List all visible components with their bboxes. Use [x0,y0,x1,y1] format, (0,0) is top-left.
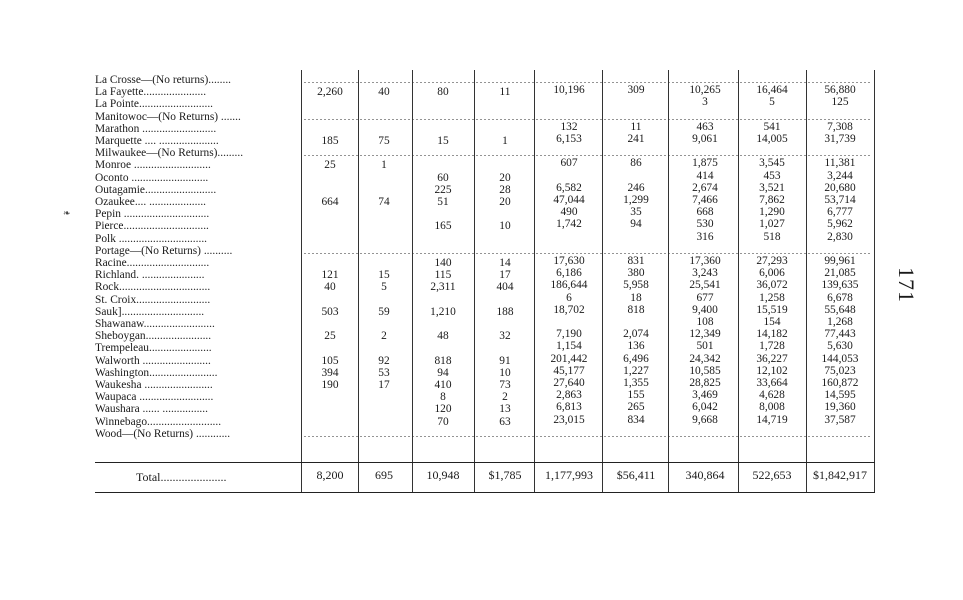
table-cell: 155 [627,389,645,402]
table-cell: 144,053 [821,352,859,365]
table-cell: 160,872 [821,377,859,389]
table-cell: 94 [437,366,449,379]
row-label: Manitowoc—(No Returns) ....... [95,110,241,123]
table-cell: 188 [496,305,514,318]
table-cell: 105 [321,354,339,367]
column-rule [412,70,413,492]
table-cell: 24,342 [689,352,721,365]
dotted-leader [303,119,871,120]
table-cell: 6,496 [623,352,649,365]
table-cell: 108 [696,316,714,328]
table-cell: 309 [627,84,645,97]
table-cell: 59 [378,305,390,318]
table-cell: 31,739 [824,133,856,145]
table-cell: 91 [499,354,511,367]
row-label: Waushara ...... ................ [95,403,208,416]
row-label: Racine............................. [95,257,210,269]
table-cell: 25 [324,159,336,172]
table-cell: 12,102 [756,364,788,377]
table-cell: 139,635 [821,279,859,292]
table-cell: 5 [769,96,775,109]
table-cell: 3,545 [759,157,785,170]
table-cell: 664 [321,196,339,208]
table-cell: 25 [324,330,336,343]
row-label: Monroe ........................... [95,159,211,172]
table-cell: 120 [434,403,452,416]
table-cell: 10,265 [689,84,721,97]
column-rule [358,70,359,492]
table-cell: 15 [378,269,390,282]
table-cell: 17 [378,379,390,391]
total-cell: 1,177,993 [545,468,593,482]
table-cell: 19,360 [824,401,856,414]
table-cell: 7,466 [692,194,718,206]
dotted-leader [303,436,871,437]
table-cell: 2,311 [430,281,456,294]
table-cell: 136 [627,340,645,353]
total-cell: 340,864 [685,468,725,482]
total-cell: $1,842,917 [813,468,867,482]
table-cell: 9,061 [692,133,718,145]
table-cell: 7,862 [759,194,785,206]
table-cell: 834 [627,413,645,426]
table-cell: 32 [499,330,511,343]
table-cell: 1,875 [692,157,718,170]
table-cell: 1,227 [623,364,649,377]
row-label: La Fayette...................... [95,86,207,99]
row-label: Ozaukee.... .................... [95,196,207,208]
table-cell: 818 [434,354,452,367]
table-cell: 380 [627,267,645,280]
row-label: Rock................................ [95,281,211,294]
table-cell: 7,308 [827,120,853,133]
total-cell: 8,200 [316,468,344,482]
row-label: St. Croix.......................... [95,293,211,306]
total-cell: $1,785 [488,468,522,482]
table-cell: 17,630 [553,255,585,267]
table-cell: 6,006 [759,267,785,280]
table-cell: 1,154 [556,340,582,353]
table-cell: 1,268 [827,316,853,328]
table-cell: 10 [499,220,511,233]
table-cell: 75,023 [824,364,856,377]
table-cell: 1 [502,135,508,147]
table-cell: 6 [566,291,572,304]
table-cell: 818 [627,303,645,316]
table-cell: 45,177 [553,364,585,377]
table-cell: 99,961 [824,255,856,267]
table-cell: 3,521 [759,181,785,194]
table-cell: 463 [696,120,714,133]
row-label: Milwaukee—(No Returns)......... [95,147,244,160]
table-cell: 14,719 [756,413,788,426]
table-cell: 51 [437,196,449,208]
table-cell: 265 [627,401,645,414]
table-cell: 14,005 [756,133,788,145]
table-cell: 36,227 [756,352,788,365]
table-cell: 5,958 [623,279,649,292]
table-cell: 6,678 [827,291,853,304]
table-cell: 3,469 [692,389,718,402]
row-label: Pepin .............................. [95,208,210,221]
table-cell: 6,777 [827,206,853,219]
row-label: Waukesha ........................ [95,379,213,391]
table-cell: 56,880 [824,84,856,97]
column-rule [738,70,739,492]
table-cell: 246 [627,181,645,194]
table-cell: 394 [321,366,339,379]
table-cell: 6,582 [556,181,582,194]
table-cell: 6,186 [556,267,582,280]
table-cell: 12,349 [689,328,721,341]
table-cell: 541 [763,120,781,133]
table-cell: 25,541 [689,279,721,292]
dotted-leader [303,155,871,156]
row-label: Shawanaw......................... [95,318,215,330]
table-cell: 36,072 [756,279,788,292]
row-label: Trempeleau...................... [95,342,212,355]
ink-speck: ❧ [63,208,71,218]
table-cell: 20 [499,196,511,208]
column-rule [806,70,807,492]
row-label: Portage—(No Returns) .......... [95,244,233,257]
table-cell: 1,355 [623,377,649,389]
table-cell: 3,243 [692,267,718,280]
table-cell: 6,153 [556,133,582,145]
table-cell: 503 [321,305,339,318]
table-cell: 23,015 [553,413,585,426]
table-cell: 410 [434,379,452,391]
table-cell: 77,443 [824,328,856,341]
table-cell: 241 [627,133,645,145]
table-cell: 11 [499,86,511,99]
rule-below-total [95,492,875,493]
table-cell: 60 [437,171,449,184]
column-rule [668,70,669,492]
table-cell: 2,074 [623,328,649,341]
table-cell: 27,293 [756,255,788,267]
table-cell: 1,299 [623,194,649,206]
table-cell: 1,210 [430,305,456,318]
table-cell: 8,008 [759,401,785,414]
total-cell: $56,411 [616,468,656,482]
row-label: Walworth ........................ [95,354,211,367]
row-label: Polk ............................... [95,232,208,245]
table-cell: 125 [831,96,849,109]
column-rule [602,70,603,492]
row-label: Oconto ........................... [95,171,209,184]
table-cell: 73 [499,379,511,391]
rule-above-total [95,462,875,463]
table-cell: 518 [763,230,781,243]
table-cell: 2,830 [827,230,853,243]
table-cell: 165 [434,220,452,233]
table-cell: 8 [440,391,446,404]
column-rule [534,70,535,492]
table-cell: 13 [499,403,511,416]
table-cell: 490 [560,206,578,219]
row-label: Marathon .......................... [95,122,217,135]
row-label: Richland. ...................... [95,269,205,282]
table-cell: 2,260 [317,86,343,99]
table-cell: 11,381 [824,157,856,170]
table-cell: 1 [381,159,387,172]
dotted-leader [303,253,871,254]
table-cell: 831 [627,255,645,267]
row-label: Wood—(No Returns) ............ [95,427,231,440]
table-cell: 70 [437,415,449,428]
table-cell: 530 [696,218,714,231]
table-cell: 9,668 [692,413,718,426]
column-rule [874,70,875,492]
table-cell: 2,863 [556,389,582,402]
table-cell: 404 [496,281,514,294]
row-label: Outagamie......................... [95,183,217,196]
table-cell: 3 [702,96,708,109]
table-cell: 10 [499,366,511,379]
table-cell: 316 [696,230,714,243]
table-cell: 501 [696,340,714,353]
table-cell: 5 [381,281,387,294]
table-cell: 5,962 [827,218,853,231]
table-cell: 9,400 [692,303,718,316]
table-cell: 20,680 [824,181,856,194]
table-cell: 186,644 [550,279,588,292]
table-cell: 2,674 [692,181,718,194]
table-cell: 40 [324,281,336,294]
table-cell: 115 [434,269,452,282]
row-label: Waupaca .......................... [95,391,214,404]
table-cell: 5,630 [827,340,853,353]
table-cell: 121 [321,269,339,282]
table-cell: 11 [630,120,642,133]
dotted-leader [303,82,871,83]
table-cell: 37,587 [824,413,856,426]
table-cell: 21,085 [824,267,856,280]
table-cell: 80 [437,86,449,99]
table-cell: 92 [378,354,390,367]
row-label: Sauk]............................. [95,305,205,318]
table-cell: 453 [763,169,781,182]
table-cell: 1,027 [759,218,785,231]
table-cell: 668 [696,206,714,219]
total-cell: 695 [375,468,393,482]
table-cell: 14 [499,257,511,269]
table-cell: 53,714 [824,194,856,206]
table-cell: 75 [378,135,390,147]
row-label: Sheboygan....................... [95,330,212,343]
table-cell: 3,244 [827,169,853,182]
total-cell: 10,948 [426,468,460,482]
row-label: Winnebago.......................... [95,415,222,428]
table-cell: 20 [499,171,511,184]
table-cell: 190 [321,379,339,391]
table-cell: 1,728 [759,340,785,353]
column-rule [474,70,475,492]
table-cell: 14,595 [824,389,856,402]
row-label: La Pointe.......................... [95,98,214,111]
table-cell: 2 [381,330,387,343]
table-cell: 414 [696,169,714,182]
total-cell: 522,653 [752,468,792,482]
table-cell: 94 [630,218,642,231]
table-cell: 607 [560,157,578,170]
table-cell: 27,640 [553,377,585,389]
table-cell: 10,585 [689,364,721,377]
table-cell: 677 [696,291,714,304]
table-cell: 28 [499,183,511,196]
column-rule [301,70,302,492]
table-cell: 7,190 [556,328,582,341]
table-cell: 1,290 [759,206,785,219]
table-cell: 35 [630,206,642,219]
table-cell: 48 [437,330,449,343]
table-cell: 16,464 [756,84,788,97]
table-cell: 55,648 [824,303,856,316]
total-label: Total...................... [136,470,227,484]
page-number: 171 [894,267,919,303]
table-cell: 33,664 [756,377,788,389]
table-cell: 15,519 [756,303,788,316]
table-cell: 140 [434,257,452,269]
table-cell: 10,196 [553,84,585,97]
row-label: Pierce.............................. [95,220,209,233]
table-cell: 1,258 [759,291,785,304]
table-cell: 40 [378,86,390,99]
row-label: Washington........................ [95,366,218,379]
table-cell: 201,442 [550,352,588,365]
table-cell: 132 [560,120,578,133]
table-cell: 225 [434,183,452,196]
table-cell: 18,702 [553,303,585,316]
table-cell: 63 [499,415,511,428]
table-cell: 185 [321,135,339,147]
table-cell: 2 [502,391,508,404]
table-cell: 1,742 [556,218,582,231]
table-cell: 47,044 [553,194,585,206]
table-cell: 14,182 [756,328,788,341]
table-cell: 28,825 [689,377,721,389]
table-cell: 4,628 [759,389,785,402]
table-cell: 17 [499,269,511,282]
table-cell: 18 [630,291,642,304]
row-label: La Crosse—(No returns)........ [95,74,232,86]
table-cell: 15 [437,135,449,147]
table-cell: 154 [763,316,781,328]
table-cell: 53 [378,366,390,379]
table-cell: 6,813 [556,401,582,414]
table-cell: 17,360 [689,255,721,267]
row-label: Marquette .... ..................... [95,135,219,147]
table-cell: 86 [630,157,642,170]
table-cell: 6,042 [692,401,718,414]
table-cell: 74 [378,196,390,208]
